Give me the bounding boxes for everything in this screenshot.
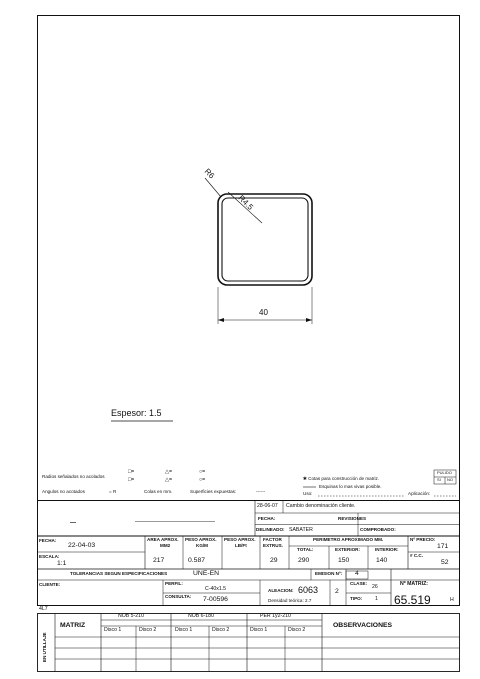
matriz-label: MATRIZ: [60, 622, 86, 629]
peso-lb-label: PESO APROX.: [224, 537, 256, 542]
esquinas-note: Esquinas lo mas vivas posible.: [319, 484, 382, 489]
group-per-1y2-210: PER 1y2-210: [260, 613, 291, 619]
aleacion-value: 6063: [298, 585, 319, 595]
aplicacion-label: Aplicación:: [408, 491, 431, 496]
consulta-label: CONSULTA:: [165, 594, 192, 599]
width-dimension-value: 40: [259, 308, 268, 317]
tipo-label: TIPO:: [350, 596, 363, 601]
emision-label: EMISION Nº:: [315, 571, 343, 576]
nmatriz-value: 65.519: [394, 593, 431, 607]
delineado-label: DELINEADO:: [256, 527, 285, 532]
interior-value: 140: [376, 557, 388, 564]
superficies-label: Superficies expuestas:: [190, 489, 237, 494]
delineado-value: SABATER: [289, 527, 313, 533]
fecha-value: 22-04-03: [68, 542, 96, 549]
densidad-label: Densidad teórica: 2.7: [268, 598, 312, 603]
angulos-label: Angulos no acotados: [42, 489, 85, 494]
pulido-label: PULIDO: [437, 470, 452, 475]
revision-date: 28-06-07: [257, 503, 278, 509]
tolerancias-label: TOLERANCIAS SEGUN ESPECIFICACIONES: [70, 571, 168, 576]
escala-value: 1:1: [57, 560, 67, 567]
triangle-symbol-2: △=: [165, 477, 173, 483]
perfil-label: PERFIL:: [165, 581, 183, 586]
disco-1-label: Disco 1: [175, 627, 193, 633]
pulido-no: NO: [447, 477, 453, 482]
peso-kgm-unit: KG/M: [196, 543, 208, 548]
disco-1-label: Disco 1: [250, 627, 268, 633]
escala-label: ESCALA:: [39, 554, 60, 559]
triangle-symbol-1: △=: [165, 469, 173, 475]
faded-mark: [70, 522, 76, 523]
nprecio-value: 171: [437, 543, 449, 550]
area-value: 217: [153, 557, 165, 564]
inner-radius-label: R4.5: [236, 193, 255, 212]
faded-mark: [135, 521, 215, 522]
peso-lb-unit: LB/Ft: [235, 543, 247, 548]
area-label: AREA APROX.: [147, 537, 179, 542]
area-unit: MM2: [160, 543, 171, 548]
profile-inner-contour: [222, 198, 308, 281]
aleacion-code: 2: [335, 588, 339, 595]
disco-1-label: Disco 1: [104, 627, 122, 633]
uso-label: Uso:: [303, 491, 313, 496]
perfil-value: C-40x1.5: [205, 586, 227, 592]
peso-kgm-label: PESO APROX.: [185, 537, 217, 542]
colas-note: Colas en mm.: [144, 489, 173, 494]
revision-change: Cambio denominación cliente.: [286, 503, 356, 509]
sheet-border: [38, 16, 460, 606]
group-nob-6-180: NOB 6-180: [188, 613, 214, 619]
comprobado-label: COMPROBADO:: [360, 527, 396, 532]
nmatriz-suffix: H: [450, 597, 454, 603]
pulido-si: SI: [437, 477, 441, 482]
factor-value: 29: [270, 557, 278, 564]
clase-value: 26: [372, 584, 378, 590]
cotas-note: ✱ Cotas para construcción de matriz.: [303, 476, 380, 481]
angulos-value: = R: [109, 489, 117, 494]
factor-label: FACTOR: [263, 537, 282, 542]
box-symbol-2: □=: [128, 477, 135, 483]
disco-2-label: Disco 2: [212, 627, 230, 633]
drawing-code: 4L7: [39, 606, 48, 612]
clase-label: CLASE:: [350, 581, 368, 586]
profile-outer-contour: [218, 194, 312, 285]
fecha-label: FECHA:: [39, 538, 57, 543]
superficies-value: ------: [256, 489, 266, 494]
en-utillaje-label: EN UTILLAJE: [42, 632, 47, 662]
r6-leader: [205, 178, 221, 197]
emision-value: 4: [355, 570, 359, 577]
cc-label: # C.C.: [410, 553, 424, 558]
observaciones-label: OBSERVACIONES: [333, 622, 393, 629]
cc-value: 52: [441, 559, 449, 566]
exterior-label: EXTERIOR:: [335, 547, 361, 552]
group-nob-5-210: NOB 5-210: [118, 613, 144, 619]
tipo-value: 1: [375, 596, 378, 602]
outer-radius-label: R6: [202, 166, 217, 181]
tolerancias-value: UNE-EN: [193, 570, 220, 577]
consulta-value: 7-00596: [203, 596, 228, 603]
total-value: 290: [298, 557, 310, 564]
revision-fecha-label: FECHA:: [258, 516, 276, 521]
cliente-label: CLIENTE:: [39, 582, 61, 587]
perimetro-label: PERIMETRO APROXIMADO MM.: [313, 537, 384, 542]
aleacion-label: ALEACION:: [268, 588, 294, 593]
circle-symbol-2: ○=: [199, 477, 206, 483]
nmatriz-label: Nº MATRIZ:: [400, 581, 429, 587]
box-symbol-1: □=: [128, 469, 135, 475]
peso-kgm-value: 0.587: [188, 557, 206, 564]
total-label: TOTAL:: [297, 547, 314, 552]
thickness-label: Espesor: 1.5: [111, 408, 162, 418]
radios-label: Radios señalados no acolados: [42, 474, 105, 479]
circle-symbol-1: ○=: [199, 469, 206, 475]
nprecio-label: Nº PRECIO:: [410, 537, 436, 542]
factor-unit: EXTRUS.: [263, 543, 283, 548]
interior-label: INTERIOR:: [375, 547, 399, 552]
disco-2-label: Disco 2: [139, 627, 157, 633]
exterior-value: 150: [338, 557, 350, 564]
revisiones-label: REVISIONES: [338, 516, 367, 521]
disco-2-label: Disco 2: [288, 627, 306, 633]
